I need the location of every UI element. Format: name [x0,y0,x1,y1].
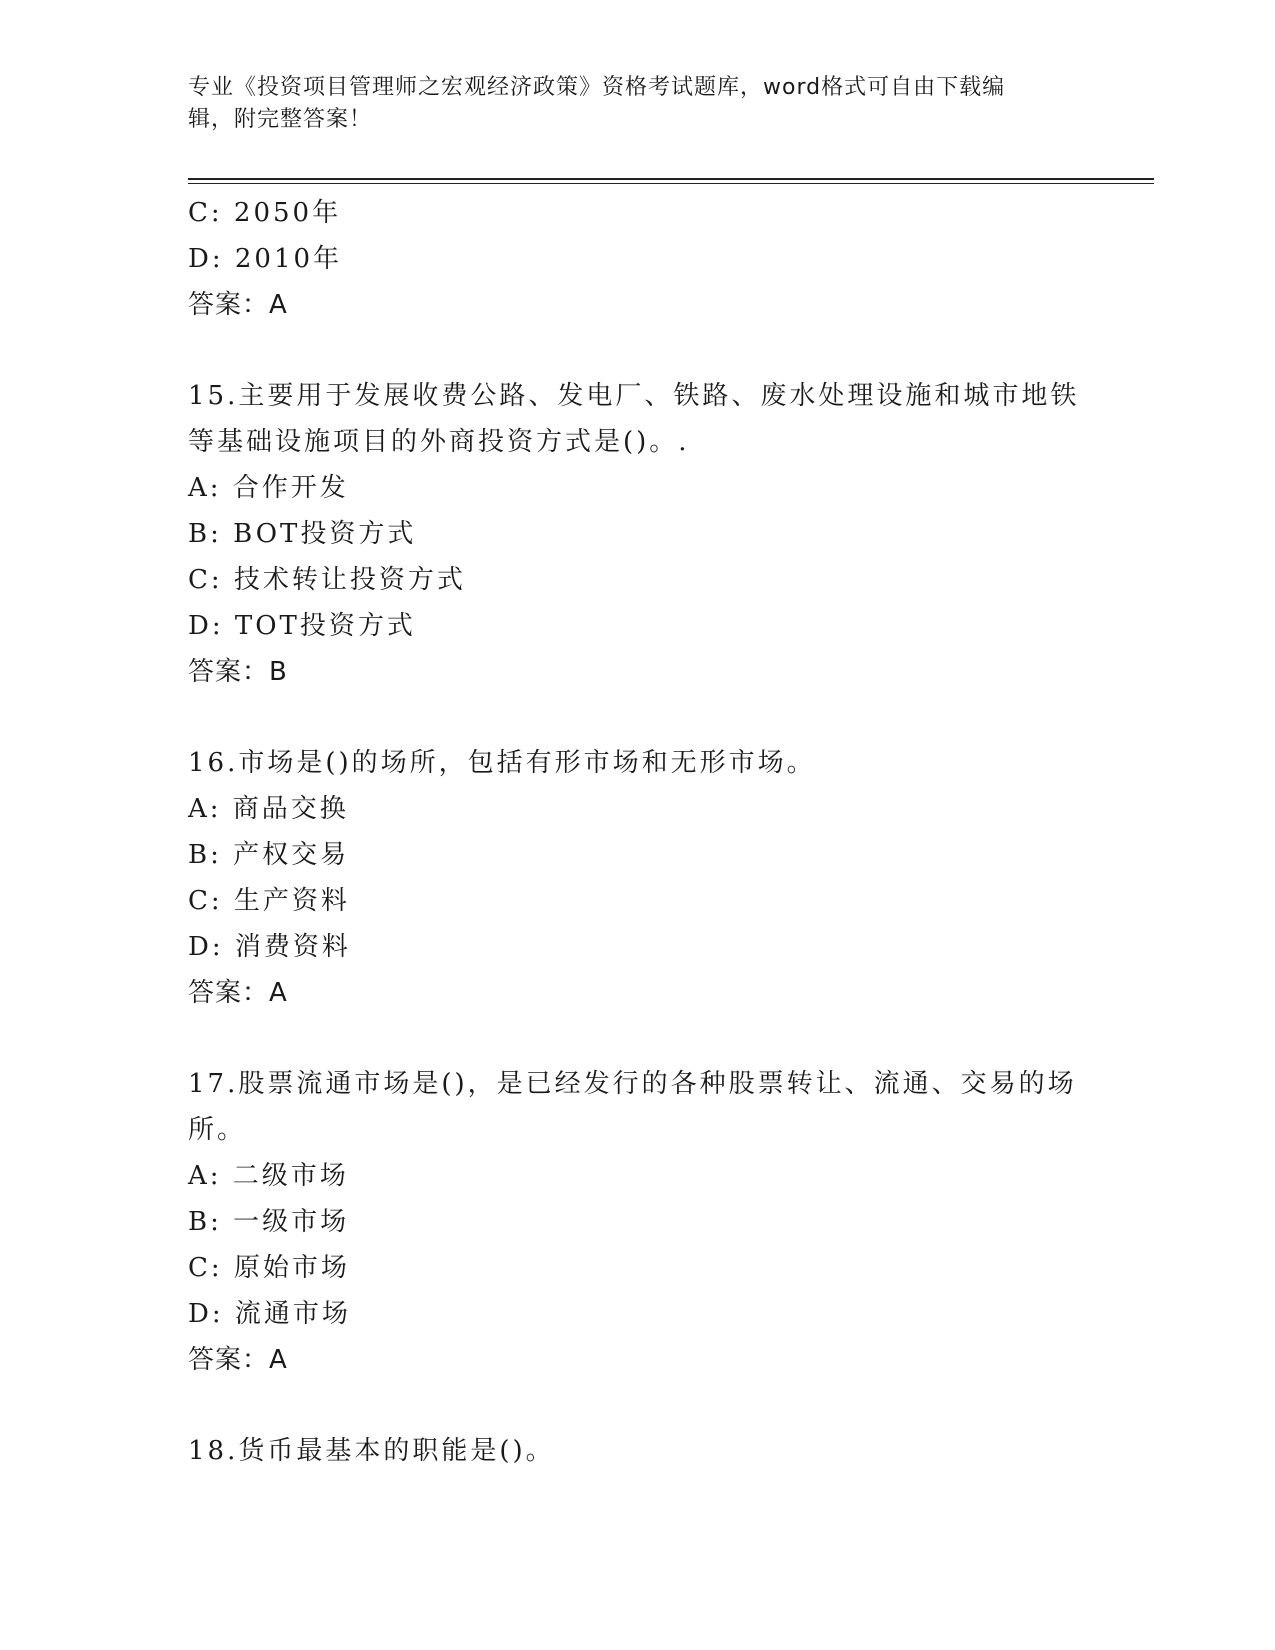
question-text-line: 16.市场是()的场所，包括有形市场和无形市场。 [188,748,816,778]
header-divider-thin [188,183,1154,184]
option-b: B: 产权交易 [188,840,350,870]
question-text-line: 18.货币最基本的职能是()。 [188,1436,555,1466]
question-15 [188,373,1088,695]
answer-line: 答案：B [188,657,288,687]
question-18 [188,1428,1088,1474]
option-c: C: 原始市场 [188,1253,350,1283]
answer-line: 答案：A [188,978,288,1008]
option-a: A: 二级市场 [188,1161,349,1191]
option-c: C: 2050年 [188,198,342,228]
option-d: D: 流通市场 [188,1299,351,1329]
header-line-1: 专业《投资项目管理师之宏观经济政策》资格考试题库，word格式可自由下载编 [188,75,1006,100]
header-line-2: 辑，附完整答案！ [188,107,373,132]
question-17 [188,1061,1088,1383]
answer-line: 答案：A [188,1345,288,1375]
question-text-line: 等基础设施项目的外商投资方式是()。. [188,427,690,457]
option-b: B: BOT投资方式 [188,519,417,549]
option-d: D: TOT投资方式 [188,611,416,641]
question-text-line: 15.主要用于发展收费公路、发电厂、铁路、废水处理设施和城市地铁 [188,381,1080,411]
question-text-line: 17.股票流通市场是()，是已经发行的各种股票转让、流通、交易的场 [188,1069,1077,1099]
option-d: D: 消费资料 [188,932,351,962]
question-text-line: 所。 [188,1115,247,1145]
option-c: C: 生产资料 [188,886,350,916]
option-a: A: 合作开发 [188,473,349,503]
option-a: A: 商品交换 [188,794,349,824]
question-16 [188,740,1088,1016]
answer-line: 答案：A [188,290,288,320]
option-b: B: 一级市场 [188,1207,350,1237]
option-d: D: 2010年 [188,244,343,274]
option-c: C: 技术转让投资方式 [188,565,466,595]
prev-question-tail [188,190,1088,328]
header-divider-thick [188,178,1154,180]
question-list [188,190,1088,1474]
document-header [188,72,1078,136]
